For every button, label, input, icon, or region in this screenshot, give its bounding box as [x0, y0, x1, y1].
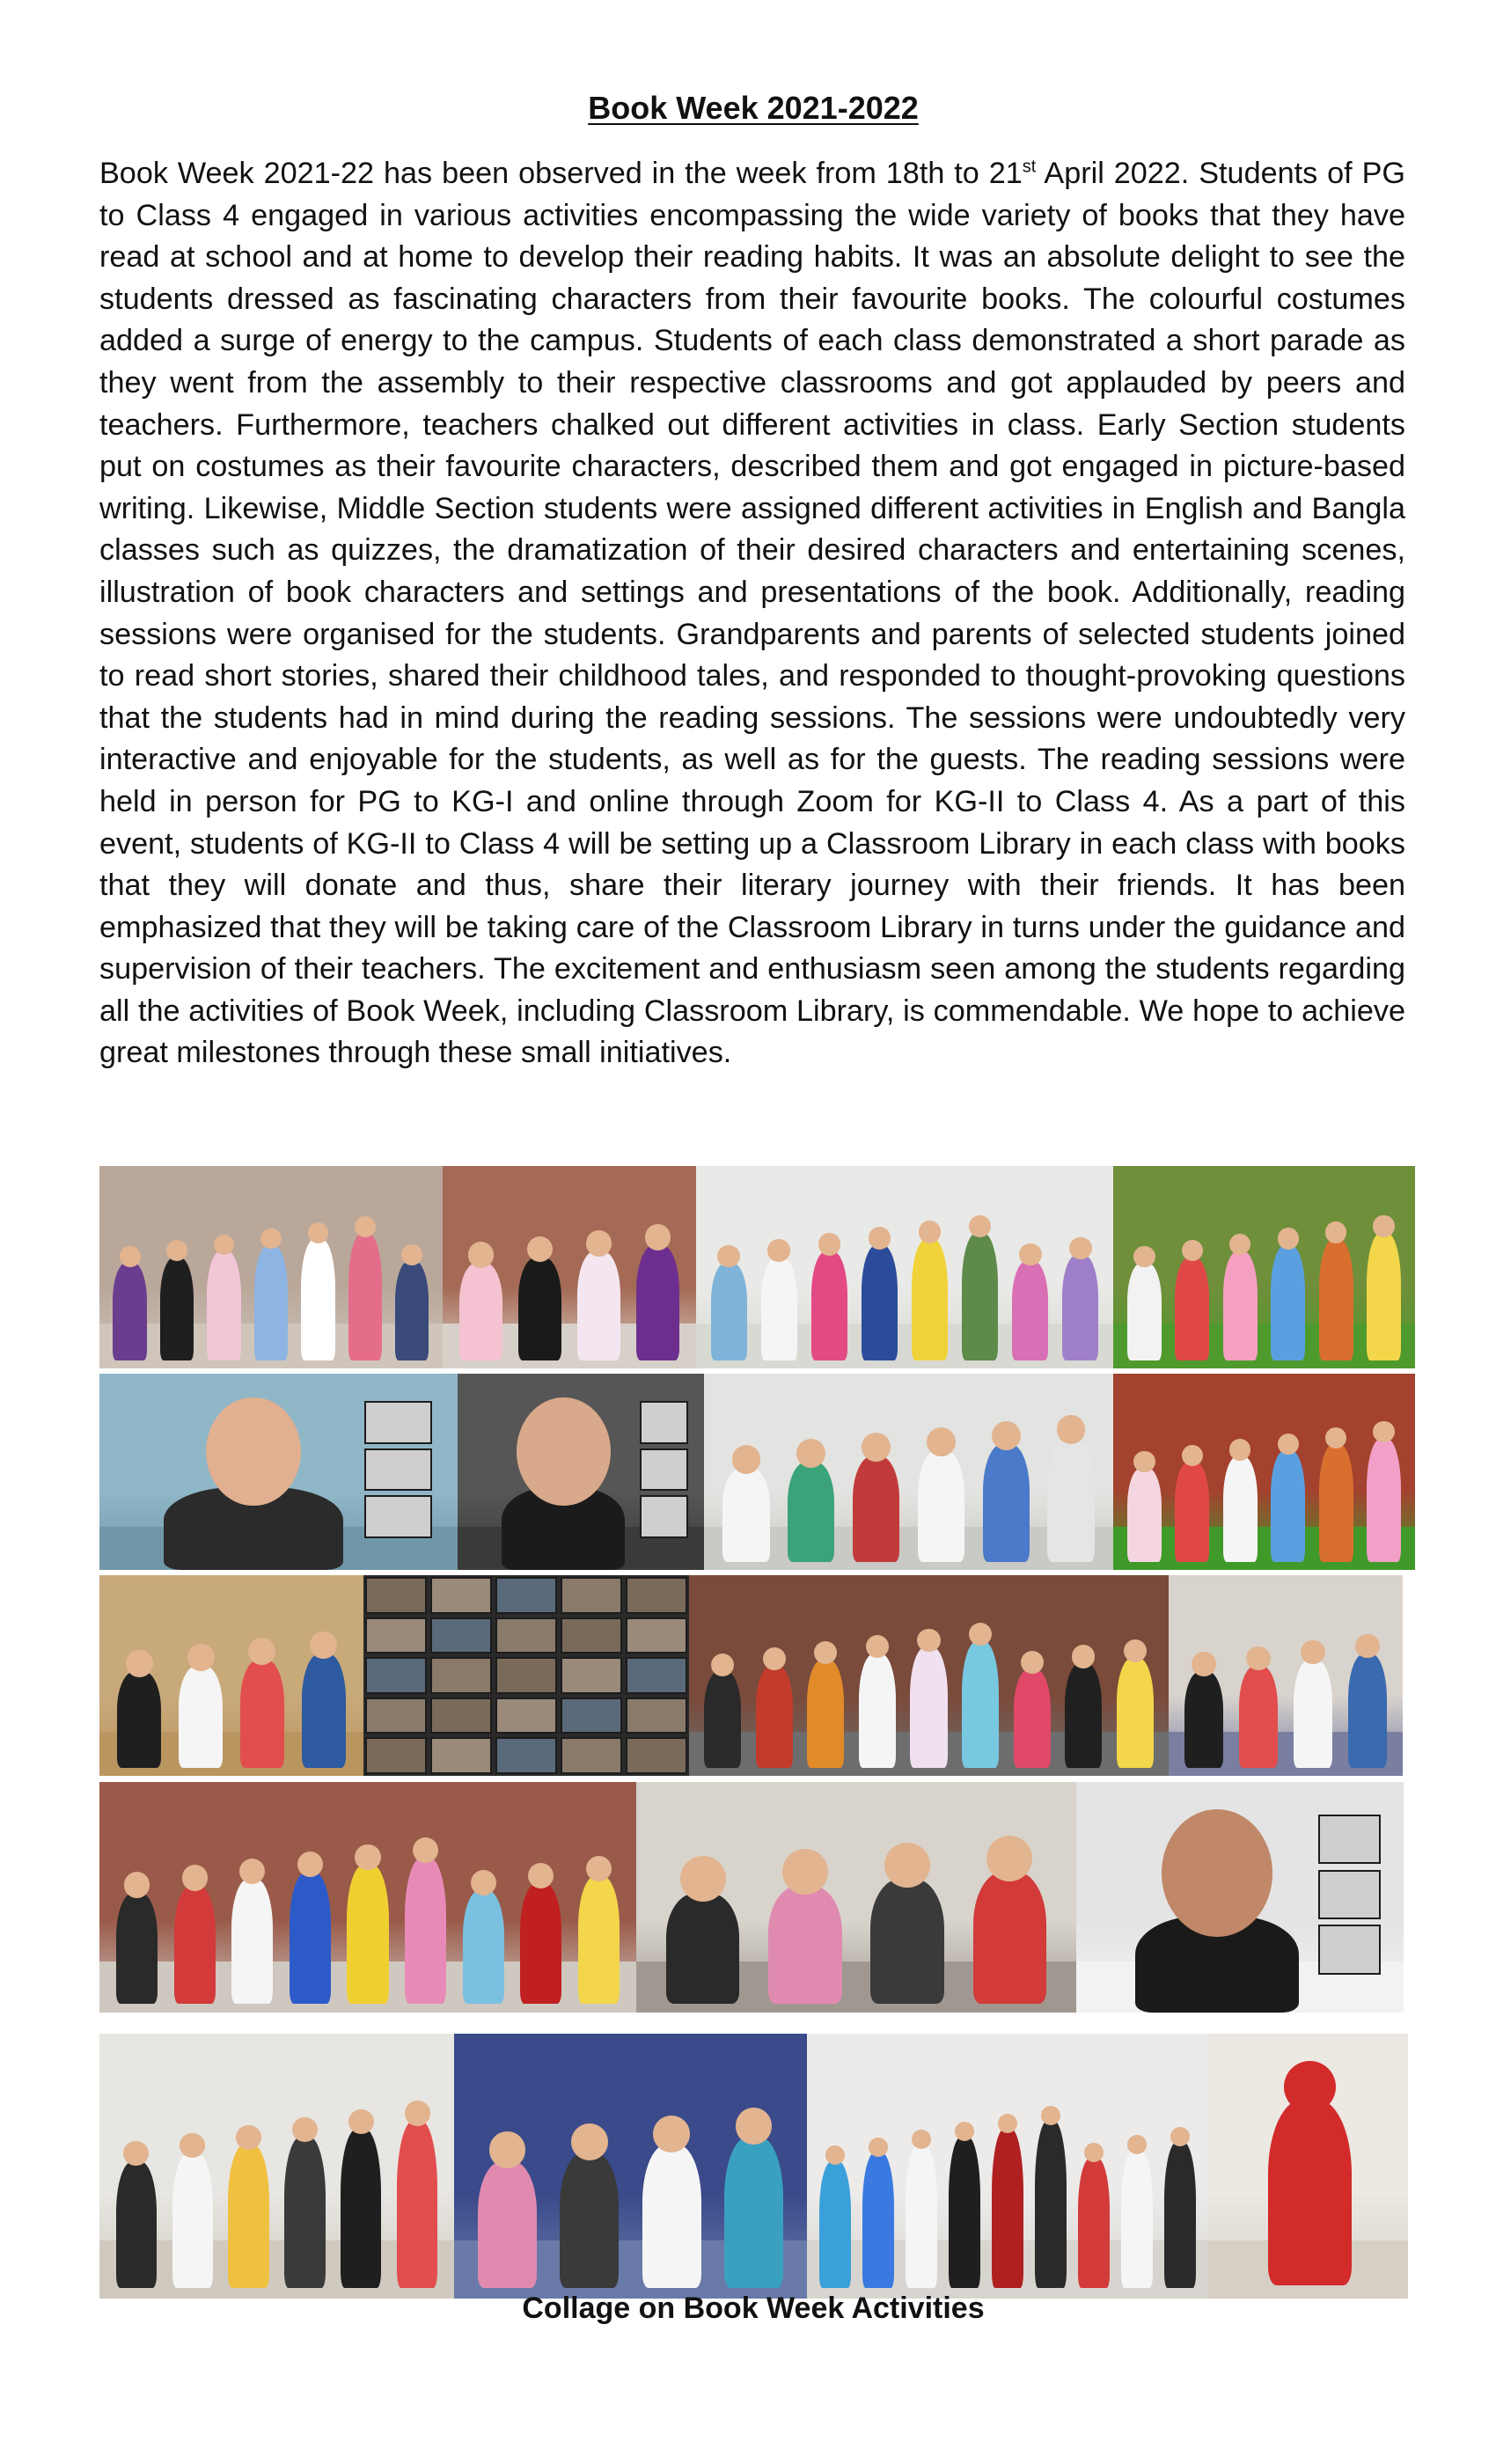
zoom-gallery-tile	[561, 1698, 622, 1734]
video-call-face	[517, 1397, 611, 1506]
child-head	[992, 1421, 1021, 1450]
child-figure	[761, 1258, 797, 1360]
child-figure	[518, 1258, 561, 1360]
child-figure	[160, 1258, 194, 1360]
zoom-gallery-tile	[626, 1577, 687, 1614]
child-head	[1084, 2143, 1104, 2162]
child-figure	[1348, 1654, 1388, 1768]
child-head	[1246, 1646, 1271, 1671]
child-figure	[768, 1886, 842, 2004]
child-figure	[1319, 1444, 1353, 1562]
child-head	[489, 2131, 526, 2168]
child-head	[292, 2117, 318, 2143]
child-head	[126, 1650, 153, 1677]
child-head	[645, 1224, 671, 1250]
child-head	[1170, 2127, 1190, 2146]
photo-students-heart-wall	[696, 1166, 1113, 1368]
child-figure	[1175, 1258, 1209, 1360]
child-figure	[228, 2145, 268, 2288]
zoom-gallery-tile	[365, 1698, 427, 1734]
child-figure	[1223, 1251, 1258, 1360]
child-figure	[1367, 1439, 1401, 1562]
child-head	[1278, 1434, 1299, 1455]
photo-classroom-reading	[636, 1782, 1076, 2013]
child-head	[763, 1647, 786, 1670]
child-figure	[116, 1893, 158, 2004]
child-head	[260, 1228, 282, 1250]
child-figure	[560, 2152, 619, 2288]
zoom-thumbnail	[364, 1495, 432, 1538]
child-head	[869, 2138, 888, 2157]
child-figure	[1294, 1660, 1333, 1768]
child-head	[680, 1856, 726, 1902]
photo-classroom-tables	[99, 1575, 363, 1776]
child-figure	[642, 2145, 701, 2288]
zoom-gallery-tile	[495, 1617, 557, 1654]
zoom-gallery-tile	[365, 1617, 427, 1654]
child-head	[736, 2108, 773, 2145]
child-figure	[1062, 1255, 1098, 1360]
zoom-gallery-tile	[561, 1737, 622, 1774]
child-figure	[636, 1245, 678, 1360]
child-figure	[1065, 1663, 1102, 1768]
zoom-thumbnail	[640, 1495, 687, 1538]
child-figure	[1271, 1450, 1305, 1562]
child-head	[236, 2125, 261, 2151]
child-figure	[179, 1666, 223, 1768]
child-head	[187, 1644, 215, 1671]
child-head	[1124, 1639, 1147, 1662]
child-figure	[405, 1858, 446, 2003]
photo-costume-group-lawn-2	[1113, 1374, 1415, 1570]
zoom-gallery-tile	[626, 1698, 687, 1734]
photo-zoom-reader-glasses	[458, 1374, 704, 1570]
child-head	[711, 1654, 734, 1676]
child-head	[814, 1641, 837, 1664]
child-head	[1021, 1651, 1044, 1674]
child-head	[884, 1843, 930, 1888]
child-head	[767, 1239, 789, 1261]
child-figure	[174, 1886, 216, 2004]
child-head	[1278, 1228, 1299, 1249]
child-head	[1072, 1645, 1095, 1668]
zoom-thumbnail	[1318, 1925, 1381, 1974]
child-figure	[301, 1239, 334, 1360]
child-figure	[254, 1245, 288, 1360]
child-head	[471, 1870, 496, 1896]
child-head	[1373, 1421, 1394, 1442]
child-head	[969, 1623, 992, 1646]
child-figure	[1012, 1261, 1048, 1360]
child-head	[825, 2145, 845, 2165]
child-head	[120, 1246, 141, 1267]
child-head	[239, 1859, 265, 1884]
collage-caption: Collage on Book Week Activities	[522, 2292, 985, 2325]
child-figure	[347, 1865, 388, 2003]
zoom-gallery-tile	[430, 1698, 492, 1734]
child-figure	[722, 1468, 769, 1562]
child-head	[732, 1445, 761, 1474]
child-head	[969, 1215, 991, 1237]
child-head	[214, 1235, 235, 1256]
zoom-gallery-tile	[561, 1657, 622, 1694]
child-figure	[862, 1245, 898, 1360]
child-figure	[478, 2161, 537, 2288]
child-figure	[240, 1660, 284, 1768]
paragraph-text-rest: April 2022. Students of PG to Class 4 engaged in various activities encompassing the wide variety of books that they have read at school and at home to develop their reading habits. It was an absolute delight to see the students dressed as fascinating characters from their favourite books. The colourful costumes added a surge of energy to the campus. Students of each class demonstrated a short parade as they went from the assembly to their respective classrooms and got applauded by peers and teachers. Furthermore, teachers chalked out different activities in class. Early Section students put on costumes as their favourite characters, described them and got engaged in picture-based writing. Likewise, Middle Section students were assigned different activities in English and Bangla classes such as quizzes, the dramatization of their desired characters and entertaining scenes, illustration of book characters and settings and presentations of the book. Additionally, reading sessions were organised for the students. Grandparents and parents of selected students joined to read short stories, shared their childhood tales, and responded to thought-provoking questions that the students had in mind during the reading sessions. The sessions were undoubtedly very interactive and enjoyable for the students, as well as for the guests. The reading sessions were held in person for PG to KG-I and online through Zoom for KG-II to Class 4. As a part of this event, students of KG-II to Class 4 will be setting up a Classroom Library in each class with books that they will donate and thus, share their literary journey with their friends. It has been emphasized that they will be taking care of the Classroom Library in turns under the guidance and supervision of their teachers. The excitement and enthusiasm seen among the students regarding all the activities of Book Week, including Classroom Library, is commendable. We hope to achieve great milestones through these small initiatives.	[99, 157, 1406, 1070]
child-figure	[284, 2137, 325, 2288]
video-call-face	[206, 1397, 300, 1506]
child-figure	[788, 1462, 834, 1562]
child-head	[124, 1872, 150, 1897]
child-head	[1373, 1215, 1394, 1236]
child-figure	[949, 2137, 979, 2288]
zoom-thumbnail	[364, 1401, 432, 1444]
child-head	[1069, 1237, 1091, 1259]
zoom-thumbnail	[364, 1448, 432, 1492]
child-head	[166, 1240, 187, 1261]
child-head	[405, 2101, 430, 2126]
child-head	[919, 1221, 941, 1243]
photo-zoom-storyteller	[1076, 1782, 1404, 2013]
child-figure	[704, 1671, 741, 1767]
zoom-gallery-tile	[561, 1617, 622, 1654]
child-figure	[117, 1671, 161, 1767]
photo-costume-group-classroom	[99, 1166, 443, 1368]
photo-students-with-books	[99, 2034, 454, 2299]
zoom-gallery-tile	[561, 1577, 622, 1614]
child-figure	[1078, 2158, 1109, 2287]
child-figure	[807, 1660, 844, 1768]
zoom-gallery-tile	[430, 1737, 492, 1774]
child-head	[796, 1439, 825, 1468]
child-figure	[983, 1444, 1030, 1562]
child-figure	[348, 1233, 382, 1360]
child-figure	[231, 1879, 273, 2003]
child-figure	[463, 1890, 504, 2003]
zoom-gallery-tile	[430, 1617, 492, 1654]
zoom-gallery-tile	[495, 1577, 557, 1614]
child-figure	[1047, 1439, 1094, 1562]
child-figure	[1175, 1462, 1209, 1562]
costumed-child-figure	[1268, 2100, 1352, 2285]
child-figure	[1127, 1468, 1162, 1562]
child-figure	[853, 1456, 899, 1562]
zoom-thumbnail	[640, 1448, 687, 1492]
child-head	[1325, 1221, 1346, 1243]
child-head	[123, 2141, 149, 2167]
zoom-gallery-tile	[430, 1657, 492, 1694]
photo-students-holding-papers	[704, 1374, 1113, 1570]
child-figure	[992, 2129, 1023, 2288]
zoom-thumbnail	[1318, 1870, 1381, 1919]
child-head	[1133, 1246, 1155, 1267]
child-head	[1229, 1234, 1250, 1255]
photo-zoom-gallery	[363, 1575, 689, 1776]
child-head	[1229, 1439, 1250, 1460]
mask-head	[1284, 2061, 1336, 2113]
child-head	[1182, 1445, 1203, 1466]
zoom-gallery-tile	[626, 1657, 687, 1694]
child-head	[308, 1222, 329, 1243]
child-figure	[113, 1263, 146, 1360]
photo-four-girls-brick-wall	[443, 1166, 696, 1368]
child-figure	[906, 2145, 936, 2288]
child-figure	[666, 1893, 740, 2004]
child-head	[1133, 1451, 1155, 1472]
child-figure	[1239, 1666, 1279, 1768]
child-figure	[711, 1263, 747, 1360]
child-figure	[1127, 1263, 1162, 1360]
paragraph-text-start: Book Week 2021-22 has been observed in the week from 18th to 21	[99, 157, 1023, 190]
child-figure	[577, 1251, 620, 1360]
zoom-gallery-tile	[495, 1698, 557, 1734]
child-head	[1127, 2135, 1147, 2154]
child-figure	[862, 2152, 893, 2288]
child-head	[866, 1635, 889, 1658]
photo-reading-corner	[454, 2034, 807, 2299]
child-head	[653, 2116, 690, 2152]
child-figure	[116, 2161, 157, 2288]
video-call-face	[1162, 1809, 1272, 1937]
child-head	[586, 1856, 612, 1881]
child-head	[180, 2133, 205, 2159]
child-figure	[395, 1261, 429, 1360]
ordinal-suffix: st	[1022, 157, 1037, 177]
child-head	[818, 1233, 840, 1255]
child-figure	[1035, 2121, 1066, 2288]
document-title: Book Week 2021-2022	[588, 90, 919, 126]
zoom-gallery-tile	[626, 1737, 687, 1774]
child-figure	[520, 1883, 561, 2003]
child-head	[955, 2122, 974, 2141]
child-figure	[1367, 1233, 1401, 1360]
child-figure	[341, 2129, 381, 2288]
child-head	[1182, 1240, 1203, 1261]
child-figure	[870, 1879, 944, 2003]
child-figure	[1014, 1669, 1051, 1768]
child-head	[927, 1427, 956, 1456]
child-head	[571, 2123, 608, 2160]
photo-zoom-grandmother	[99, 1374, 458, 1570]
child-figure	[811, 1251, 847, 1360]
photo-spiderman-costume	[1208, 2034, 1408, 2299]
child-head	[586, 1230, 612, 1257]
photo-costume-line-brick	[689, 1575, 1169, 1776]
child-figure	[1121, 2150, 1152, 2288]
child-head	[297, 1852, 323, 1877]
zoom-gallery-tile	[495, 1737, 557, 1774]
child-figure	[290, 1872, 331, 2003]
zoom-gallery-tile	[365, 1657, 427, 1694]
child-figure	[578, 1876, 620, 2003]
child-figure	[172, 2152, 213, 2288]
child-head	[1192, 1652, 1216, 1676]
child-head	[1355, 1634, 1380, 1659]
child-figure	[819, 2161, 850, 2288]
child-head	[355, 1844, 380, 1870]
child-figure	[1271, 1245, 1305, 1360]
child-head	[401, 1244, 422, 1265]
child-head	[1301, 1640, 1325, 1665]
child-figure	[756, 1666, 793, 1768]
child-figure	[1184, 1671, 1224, 1767]
child-figure	[1223, 1456, 1258, 1562]
child-figure	[962, 1233, 998, 1360]
photo-floor	[696, 1324, 1113, 1368]
child-head	[782, 1849, 828, 1895]
child-head	[998, 2114, 1017, 2133]
child-figure	[1117, 1658, 1154, 1768]
child-figure	[912, 1239, 948, 1360]
child-head	[413, 1837, 438, 1863]
zoom-thumbnail	[640, 1401, 687, 1444]
child-head	[869, 1227, 891, 1249]
zoom-gallery-tile	[430, 1577, 492, 1614]
child-figure	[459, 1263, 502, 1360]
child-head	[1041, 2106, 1060, 2125]
child-figure	[918, 1450, 964, 1562]
photo-superhero-line	[807, 2034, 1208, 2299]
zoom-gallery-tile	[365, 1737, 427, 1774]
child-head	[182, 1865, 208, 1890]
photo-costume-crowd	[99, 1782, 636, 2013]
zoom-gallery-tile	[495, 1657, 557, 1694]
child-figure	[207, 1251, 240, 1360]
zoom-thumbnail	[1318, 1815, 1381, 1864]
zoom-gallery-tile	[626, 1617, 687, 1654]
child-figure	[962, 1641, 999, 1768]
child-figure	[859, 1654, 896, 1768]
child-figure	[973, 1872, 1047, 2003]
child-figure	[302, 1654, 346, 1768]
photo-students-on-floor	[1169, 1575, 1403, 1776]
child-figure	[1164, 2142, 1195, 2288]
zoom-gallery-tile	[365, 1577, 427, 1614]
child-head	[348, 2109, 374, 2135]
child-figure	[724, 2137, 783, 2288]
child-head	[912, 2130, 931, 2149]
child-figure	[910, 1647, 947, 1768]
child-figure	[1319, 1239, 1353, 1360]
child-head	[917, 1629, 940, 1652]
child-figure	[397, 2121, 437, 2288]
child-head	[1019, 1243, 1041, 1265]
child-head	[986, 1836, 1032, 1881]
child-head	[355, 1216, 376, 1237]
photo-costume-group-lawn	[1113, 1166, 1415, 1368]
